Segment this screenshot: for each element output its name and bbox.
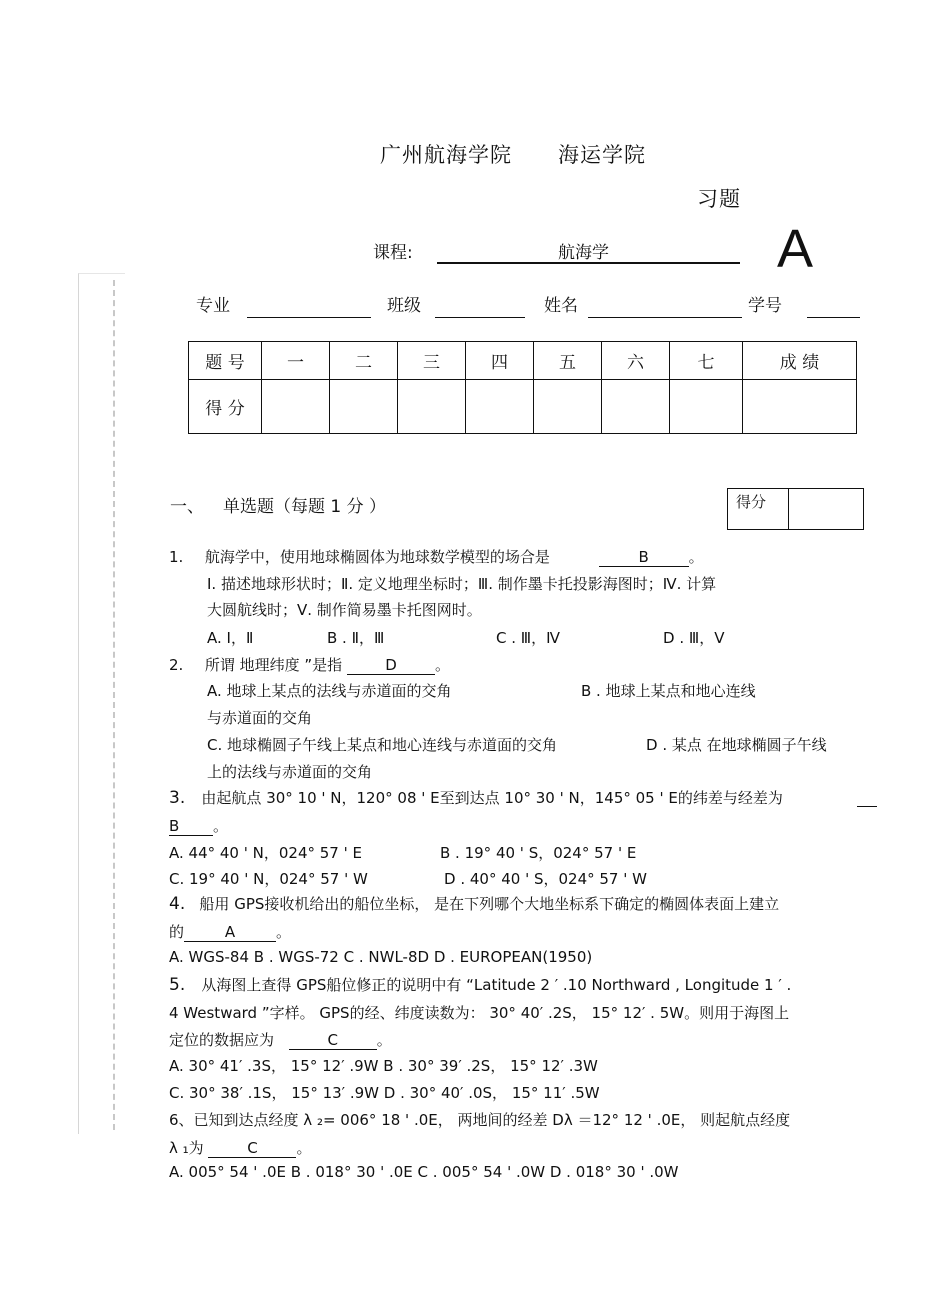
question-1-line2: Ⅰ. 描述地球形状时；Ⅱ. 定义地理坐标时；Ⅲ. 制作墨卡托投影海图时；Ⅳ. 计算 [207,575,717,593]
course-name: 航海学 [558,243,609,263]
section-score-cell[interactable] [789,489,864,530]
question-4-number: 4. [169,894,186,914]
question-1-line3: 大圆航线时；Ⅴ. 制作简易墨卡托图网时。 [207,601,482,619]
name-field[interactable] [588,317,742,318]
question-6-answer: C [208,1139,296,1158]
student-id-label: 学号 [748,296,782,316]
question-2-answer: D [347,656,435,675]
question-4-stem: 船用 GPS接收机给出的船位坐标， 是在下列哪个大地坐标系下确定的椭圆体表面上建立 [199,895,780,913]
question-1-option-c: C . Ⅲ，Ⅳ [496,629,560,647]
score-cell-5[interactable] [534,380,602,434]
question-3-option-d: D . 40° 40 ' S，024° 57 ' W [444,870,647,888]
question-2 [169,654,450,675]
major-field[interactable] [247,317,371,318]
question-5-line2: 4 Westward ”字样。 GPS的经、纬度读数为： 30° 40′ .2S， 15° 12′ . 5W。则用于海图上 [169,1004,790,1022]
column-header-total: 成 绩 [743,342,857,380]
question-1-option-a: A. Ⅰ，Ⅱ [207,629,254,647]
name-label: 姓名 [544,296,578,316]
column-header-1: 一 [262,342,330,380]
score-cell-3[interactable] [398,380,466,434]
question-5-line3-text: 定位的数据应为 [169,1031,275,1049]
question-3-answer-line-start [857,806,877,807]
question-4-prefix: 的 [169,923,185,941]
question-5-options-cd: C. 30° 38′ .1S， 15° 13′ .9W D . 30° 40′ .0S， 15° 11′ .5W [169,1084,600,1102]
question-1-answer: B [599,548,689,567]
question-2-option-d-cont: 上的法线与赤道面的交角 [207,763,373,781]
question-1-number: 1. [169,548,184,566]
question-1-option-d: D . Ⅲ，Ⅴ [663,629,725,647]
question-4-answer: A [184,923,276,942]
question-3-stem: 由起航点 30° 10 ' N，120° 08 ' E至到达点 10° 30 ' N，145° 05 ' E的纬差与经差为 [201,789,783,807]
section-score-box [727,488,864,530]
question-2-number: 2. [169,656,184,674]
question-1-stem: 航海学中，使用地球椭圆体为地球数学模型的场合是 [204,548,550,566]
question-2-option-a: A. 地球上某点的法线与赤道面的交角 [207,682,452,700]
column-header-4: 四 [466,342,534,380]
question-5-line3 [169,1029,392,1050]
question-6-answer-row [169,1137,311,1158]
column-header-5: 五 [534,342,602,380]
subtitle: 习题 [697,187,741,211]
question-2-stem: 所谓 地理纬度 ”是指 [204,656,343,674]
question-5 [169,974,791,995]
question-3-answer-row [169,815,228,836]
score-cell-2[interactable] [330,380,398,434]
column-header-2: 二 [330,342,398,380]
question-4-options: A. WGS-84 B . WGS-72 C . NWL-8D D . EUROPEAN(1950) [169,948,593,966]
column-header-7: 七 [670,342,743,380]
question-6-tail: 。 [296,1139,312,1157]
section-score-label: 得分 [728,489,789,530]
question-5-number: 5. [169,975,186,995]
question-6-stem: 6、已知到达点经度 λ ₂= 006° 18 ' .0E， 两地间的经差 Dλ ＝12° 12 ' .0E， 则起航点经度 [169,1111,791,1129]
row-header-score: 得 分 [189,380,262,434]
student-id-field[interactable] [807,317,860,318]
question-4 [169,893,779,914]
column-header-3: 三 [398,342,466,380]
question-1 [169,546,704,567]
question-6-prefix: λ ₁为 [169,1139,204,1157]
course-underline [437,262,740,264]
row-header-question-number: 题 号 [189,342,262,380]
question-6-options: A. 005° 54 ' .0E B . 018° 30 ' .0E C . 005° 54 ' .0W D . 018° 30 ' .0W [169,1163,679,1181]
question-4-tail: 。 [276,923,292,941]
question-2-option-b-cont: 与赤道面的交角 [207,709,313,727]
question-3-tail: 。 [213,817,229,835]
question-3-answer: B [169,817,213,836]
section-number: 一、 [170,497,204,517]
question-5-answer: C [289,1031,377,1050]
question-2-option-b: B . 地球上某点和地心连线 [581,682,756,700]
question-1-option-b: B . Ⅱ，Ⅲ [327,629,385,647]
score-cell-6[interactable] [602,380,670,434]
question-3-option-b: B . 19° 40 ' S，024° 57 ' E [440,844,637,862]
column-header-6: 六 [602,342,670,380]
question-2-tail: 。 [434,656,450,674]
score-cell-total[interactable] [743,380,857,434]
question-5-stem: 从海图上查得 GPS船位修正的说明中有 “Latitude 2 ′ .10 Northward , Longitude 1 ′ . [201,976,792,994]
question-1-tail: 。 [688,548,704,566]
question-2-option-d: D . 某点 在地球椭圆子午线 [646,736,827,754]
class-label: 班级 [387,296,421,316]
score-cell-7[interactable] [670,380,743,434]
score-cell-4[interactable] [466,380,534,434]
course-label: 课程: [373,243,413,263]
question-5-options-ab: A. 30° 41′ .3S， 15° 12′ .9W B . 30° 39′ .2S， 15° 12′ .3W [169,1057,598,1075]
question-2-option-c: C. 地球椭圆子午线上某点和地心连线与赤道面的交角 [207,736,558,754]
question-5-tail: 。 [376,1031,392,1049]
question-3 [169,787,783,808]
score-cell-1[interactable] [262,380,330,434]
question-3-option-c: C. 19° 40 ' N，024° 57 ' W [169,870,368,888]
college-name: 海运学院 [558,143,646,167]
section-title: 单选题（每题 1 分 ） [223,497,387,517]
binding-dashed-line [113,280,115,1130]
class-field[interactable] [435,317,525,318]
question-4-answer-row [169,921,291,942]
major-label: 专业 [196,296,230,316]
question-3-option-a: A. 44° 40 ' N，024° 57 ' E [169,844,362,862]
binding-margin [78,273,125,1134]
paper-version: A [777,219,814,279]
question-3-number: 3. [169,788,186,808]
university-name: 广州航海学院 [380,143,512,167]
score-table [188,341,857,434]
